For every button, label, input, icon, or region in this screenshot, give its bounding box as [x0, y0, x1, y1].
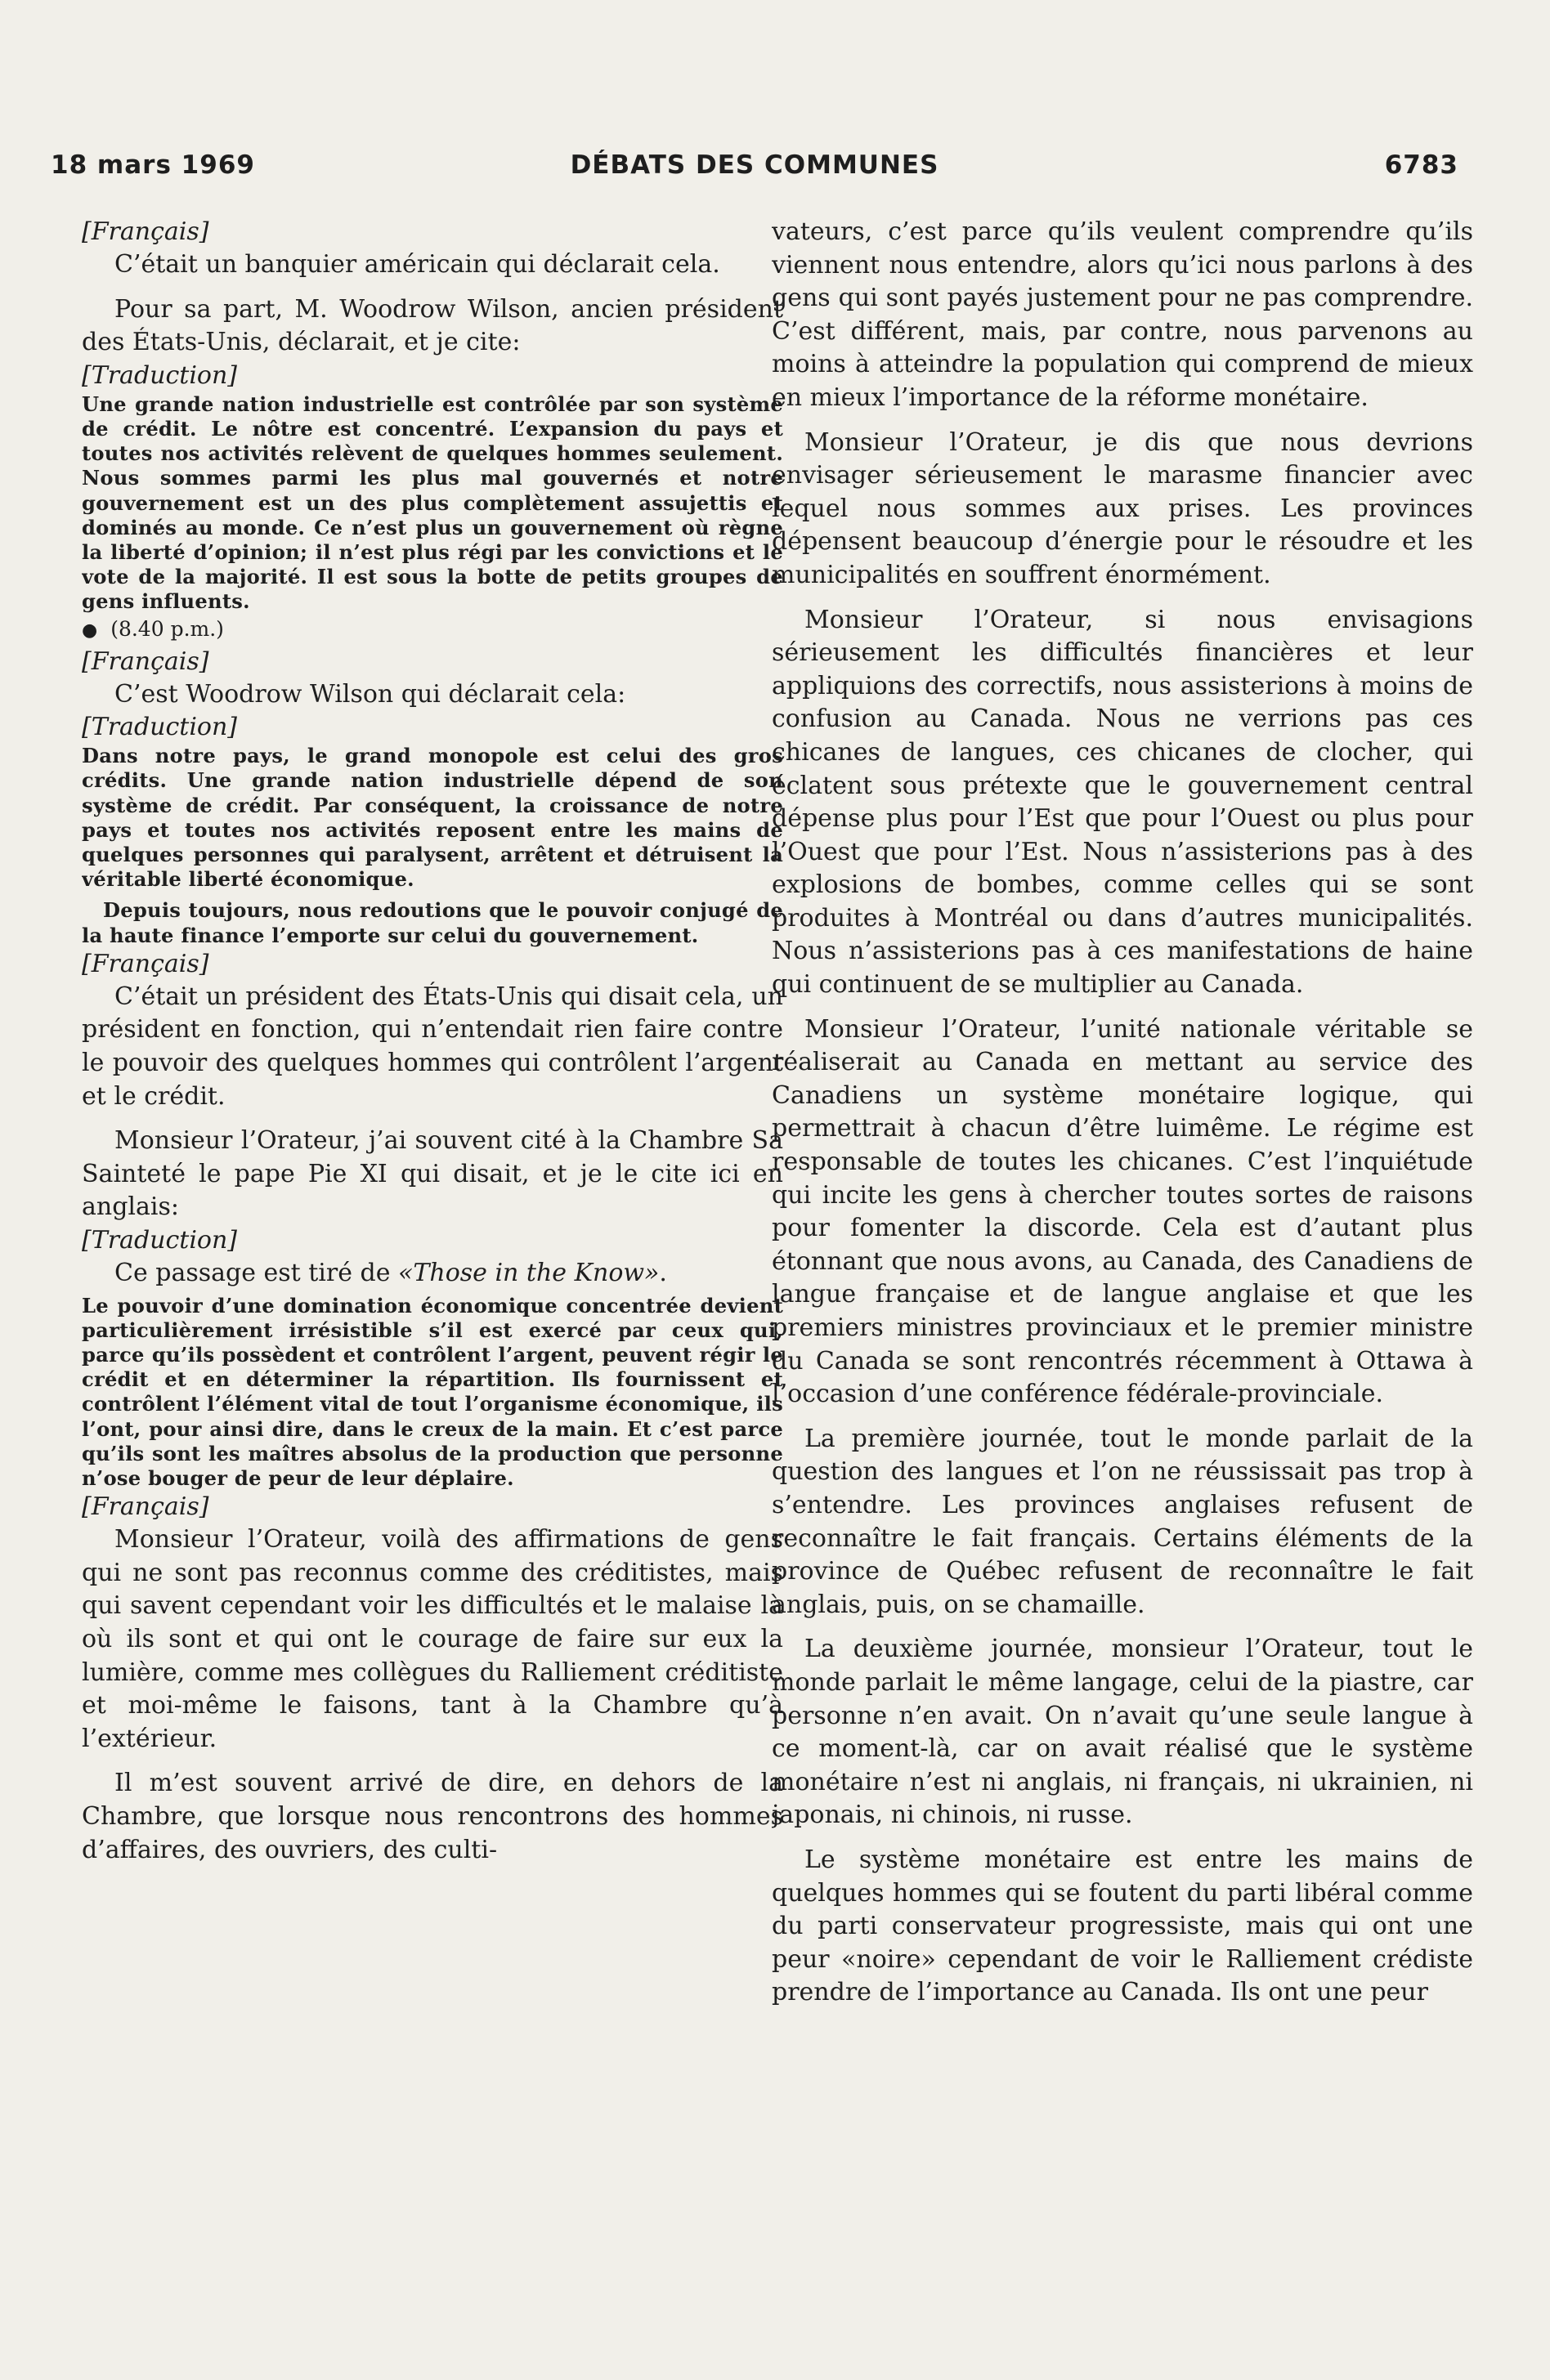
paragraph: Monsieur l’Orateur, si nous envisagions sérieusement les difficultés financières et leur appliquions des correctifs, nous assisterions à moins de confusion au Canada. Nous ne verrions pas ces chicanes de langues, ces chicanes de clocher, qui éclatent sous prétexte que le gouvernement central dépense plus pour l’Est que pour l’Ouest ou plus pour l’Ouest que pour l’Est. Nous n’assisterions pas à des explosions de bombes, comme celles qui se sont produites à Montréal ou dans d’autres municipalités. Nous n’assisterions pas à ces manifestations de haine qui continuent de se multiplier au Canada.: [772, 605, 1473, 1000]
page-number: 6783: [1384, 150, 1458, 180]
header-date: 18 mars 1969: [51, 150, 255, 180]
timestamp-text: (8.40 p.m.): [110, 616, 224, 641]
paragraph: vateurs, c’est parce qu’ils veulent comprendre qu’ils viennent nous entendre, alors qu’ici nous parlons à des gens qui sont payés justement pour ne pas comprendre. C’est différent, mais, par contre, nous parvenons au moins à atteindre la population qui comprend de mieux en mieux l’importance de la réforme monétaire.: [772, 217, 1473, 412]
left-column: [82, 216, 783, 2341]
paragraph: Monsieur l’Orateur, l’unité nationale véritable se réaliserait au Canada en mettant au service des Canadiens un système monétaire logique, qui permettrait à chacun d’être luimême. Le régime est responsable de toutes les chicanes. C’est l’inquiétude qui incite les gens à chercher toutes sortes de raisons pour fomenter la discorde. Cela est d’autant plus étonnant que nous avons, au Canada, des Canadiens de langue française et de langue anglaise et que les premiers ministres provinciaux et le premier ministre du Canada se sont rencontrés récemment à Ottawa à l’occasion d’une conférence fédérale-provinciale.: [772, 1014, 1473, 1409]
header-title: DÉBATS DES COMMUNES: [570, 150, 939, 180]
paragraph: Monsieur l’Orateur, je dis que nous devrions envisager sérieusement le marasme financier avec lequel nous sommes aux prises. Les provinces dépensent beaucoup d’énergie pour le résoudre et les municipalités en souffrent énormément.: [772, 427, 1473, 589]
paragraph-text: Ce passage est tiré de: [114, 1258, 399, 1287]
block-quote: Une grande nation industrielle est contrôlée par son système de crédit. Le nôtre est concentré. L’expansion du pays et toutes nos activités relèvent de quelques hommes seulement. Nous sommes parmi les plus mal gouvernés et notre gouvernement est un des plus complètement assujettis et dominés au monde. Ce n’est plus un gouvernement où règne la liberté d’opinion; il n’est plus régi par les convictions et le vote de la majorité. Il est sous la botte de petits groupes de gens influents.: [82, 391, 783, 614]
language-marker: [Français]: [82, 646, 209, 676]
paragraph: Pour sa part, M. Woodrow Wilson, ancien président des États-Unis, déclarait, et je cite:: [82, 294, 783, 357]
quoted-title: «Those in the Know»: [398, 1258, 660, 1287]
page-header: [51, 150, 1458, 190]
language-marker: [Traduction]: [82, 713, 238, 742]
paragraph: C’était un banquier américain qui déclarait cela.: [114, 250, 720, 279]
timestamp: [82, 615, 783, 646]
bullet-icon: ●: [82, 620, 98, 641]
paragraph-text: .: [659, 1258, 667, 1287]
paragraph: Le système monétaire est entre les mains de quelques hommes qui se foutent du parti libéral comme du parti conservateur progressiste, mais qui ont une peur «noire» cependant de voir le Ralliement crédiste prendre de l’importance au Canada. Ils ont une peur: [772, 1845, 1473, 2007]
paragraph: C’est Woodrow Wilson qui déclarait cela:: [114, 679, 626, 709]
paragraph: C’était un président des États-Unis qui disait cela, un président en fonction, qui n’entendait rien faire contre le pouvoir des quelques hommes qui contrôlent l’argent et le crédit.: [82, 982, 783, 1111]
language-marker: [Traduction]: [82, 360, 238, 390]
block-quote: Le pouvoir d’une domination économique concentrée devient particulièrement irrésistible s’il est exercé par ceux qui, parce qu’ils possèdent et contrôlent l’argent, peuvent régir le crédit et en déterminer la répartition. Ils fournissent et contrôlent l’élément vital de tout l’organisme économique, ils l’ont, pour ainsi dire, dans le creux de la main. Et c’est parce qu’ils sont les maîtres absolus de la production que personne n’ose bouger de peur de leur déplaire.: [82, 1293, 783, 1490]
paragraph: Monsieur l’Orateur, j’ai souvent cité à la Chambre Sa Sainteté le pape Pie XI qui disait, et je le cite ici en anglais:: [82, 1126, 783, 1222]
language-marker: [Traduction]: [82, 1225, 238, 1255]
paragraph: Monsieur l’Orateur, voilà des affirmations de gens qui ne sont pas reconnus comme des créditistes, mais qui savent cependant voir les difficultés et le malaise là où ils sont et qui ont le courage de faire sur eux la lumière, comme mes collègues du Ralliement créditiste et moi-même le faisons, tant à la Chambre qu’à l’extérieur.: [82, 1525, 783, 1753]
block-quote: Depuis toujours, nous redoutions que le pouvoir conjugé de la haute finance l’emporte sur celui du gouvernement.: [82, 898, 783, 947]
paragraph: La deuxième journée, monsieur l’Orateur, tout le monde parlait le même langage, celui de la piastre, car personne n’en avait. On n’avait qu’une seule langue à ce moment-là, car on avait réalisé que le système monétaire n’est ni anglais, ni français, ni ukrainien, ni japonais, ni chinois, ni russe.: [772, 1635, 1473, 1830]
language-marker: [Français]: [82, 217, 209, 246]
paragraph: La première journée, tout le monde parlait de la question des langues et l’on ne réussissait pas trop à s’entendre. Les provinces anglaises refusent de reconnaître le fait français. Certains éléments de la province de Québec refusent de reconnaître le fait anglais, puis, on se chamaille.: [772, 1424, 1473, 1619]
language-marker: [Français]: [82, 1492, 209, 1522]
right-column: [772, 216, 1473, 2341]
language-marker: [Français]: [82, 949, 209, 978]
paragraph: [82, 1257, 783, 1291]
paragraph: Il m’est souvent arrivé de dire, en dehors de la Chambre, que lorsque nous rencontrons des hommes d’affaires, des ouvriers, des culti-: [82, 1769, 783, 1864]
block-quote: Dans notre pays, le grand monopole est celui des gros crédits. Une grande nation industrielle dépend de son système de crédit. Par conséquent, la croissance de notre pays et toutes nos activités reposent entre les mains de quelques personnes qui paralysent, arrêtent et détruisent la véritable liberté économique.: [82, 744, 783, 892]
